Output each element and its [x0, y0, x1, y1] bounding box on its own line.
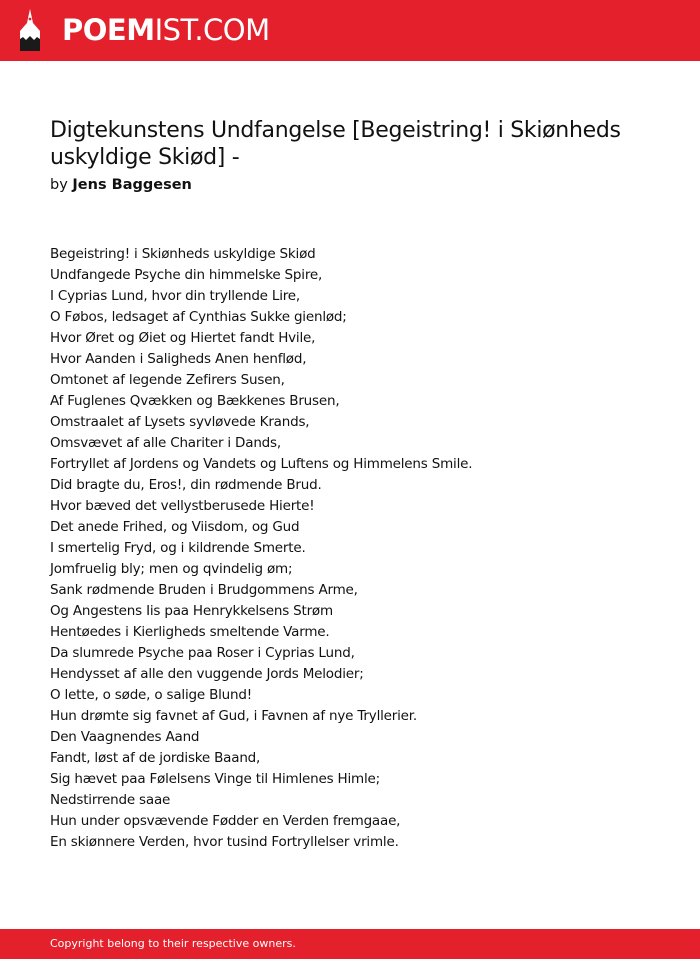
poem-line: Den Vaagnendes Aand: [50, 729, 200, 745]
poem-line: Begeistring! i Skiønheds uskyldige Skiød: [50, 246, 316, 262]
poem-line: O Føbos, ledsaget af Cynthias Sukke gienlød;: [50, 309, 347, 325]
poem-line: O lette, o søde, o salige Blund!: [50, 687, 252, 703]
poem-title: Digtekunstens Undfangelse [Begeistring! i Skiønheds uskyldige Skiød] -: [50, 118, 621, 170]
poem-line: I Cyprias Lund, hvor din tryllende Lire,: [50, 288, 301, 304]
poem-line: Did bragte du, Eros!, din rødmende Brud.: [50, 477, 322, 493]
poem-line: Og Angestens Iis paa Henrykkelsens Strøm: [50, 603, 333, 619]
byline-prefix: by: [50, 177, 68, 193]
poem-line: Hvor bæved det vellystberusede Hierte!: [50, 498, 315, 514]
logo-text-bold: POEM: [62, 13, 155, 47]
poem-line: I smertelig Fryd, og i kildrende Smerte.: [50, 540, 306, 556]
poem-body: [50, 244, 670, 853]
poem-line: En skiønnere Verden, hvor tusind Fortryllelser vrimle.: [50, 834, 399, 850]
pen-nib-icon: [17, 9, 43, 51]
poem-line: Hvor Aanden i Saligheds Anen henflød,: [50, 351, 307, 367]
poem-line: Da slumrede Psyche paa Roser i Cyprias Lund,: [50, 645, 355, 661]
copyright-text: Copyright belong to their respective owners.: [50, 937, 296, 950]
site-footer: [0, 929, 700, 959]
poem-line: Fandt, løst af de jordiske Baand,: [50, 750, 261, 766]
poem-line: Nedstirrende saae: [50, 792, 171, 808]
poem-line: Hun under opsvævende Fødder en Verden fremgaae,: [50, 813, 401, 829]
poem-line: Fortryllet af Jordens og Vandets og Luftens og Himmelens Smile.: [50, 456, 473, 472]
poem-line: Sig hævet paa Følelsens Vinge til Himlenes Himle;: [50, 771, 380, 787]
poem-line: Omtonet af legende Zefirers Susen,: [50, 372, 285, 388]
logo-text-light: IST.COM: [154, 13, 270, 47]
poem-line: Omsvævet af alle Chariter i Dands,: [50, 435, 281, 451]
poem-author: Jens Baggesen: [72, 177, 192, 193]
site-logo[interactable]: [62, 12, 270, 48]
poem-line: Hun drømte sig favnet af Gud, i Favnen af nye Tryllerier.: [50, 708, 417, 724]
poem-line: Hendysset af alle den vuggende Jords Melodier;: [50, 666, 364, 682]
poem-line: Jomfruelig bly; men og qvindelig øm;: [50, 561, 293, 577]
poem-line: Hvor Øret og Øiet og Hiertet fandt Hvile,: [50, 330, 316, 346]
poem-line: Det anede Frihed, og Viisdom, og Gud: [50, 519, 300, 535]
poem-line: Hentøedes i Kierligheds smeltende Varme.: [50, 624, 330, 640]
poem-byline: [50, 175, 192, 195]
poem-line: Omstraalet af Lysets syvløvede Krands,: [50, 414, 310, 430]
poem-line: Sank rødmende Bruden i Brudgommens Arme,: [50, 582, 358, 598]
poem-line: Undfangede Psyche din himmelske Spire,: [50, 267, 323, 283]
site-header: [0, 0, 700, 61]
poem-line: Af Fuglenes Qvækken og Bækkenes Brusen,: [50, 393, 340, 409]
